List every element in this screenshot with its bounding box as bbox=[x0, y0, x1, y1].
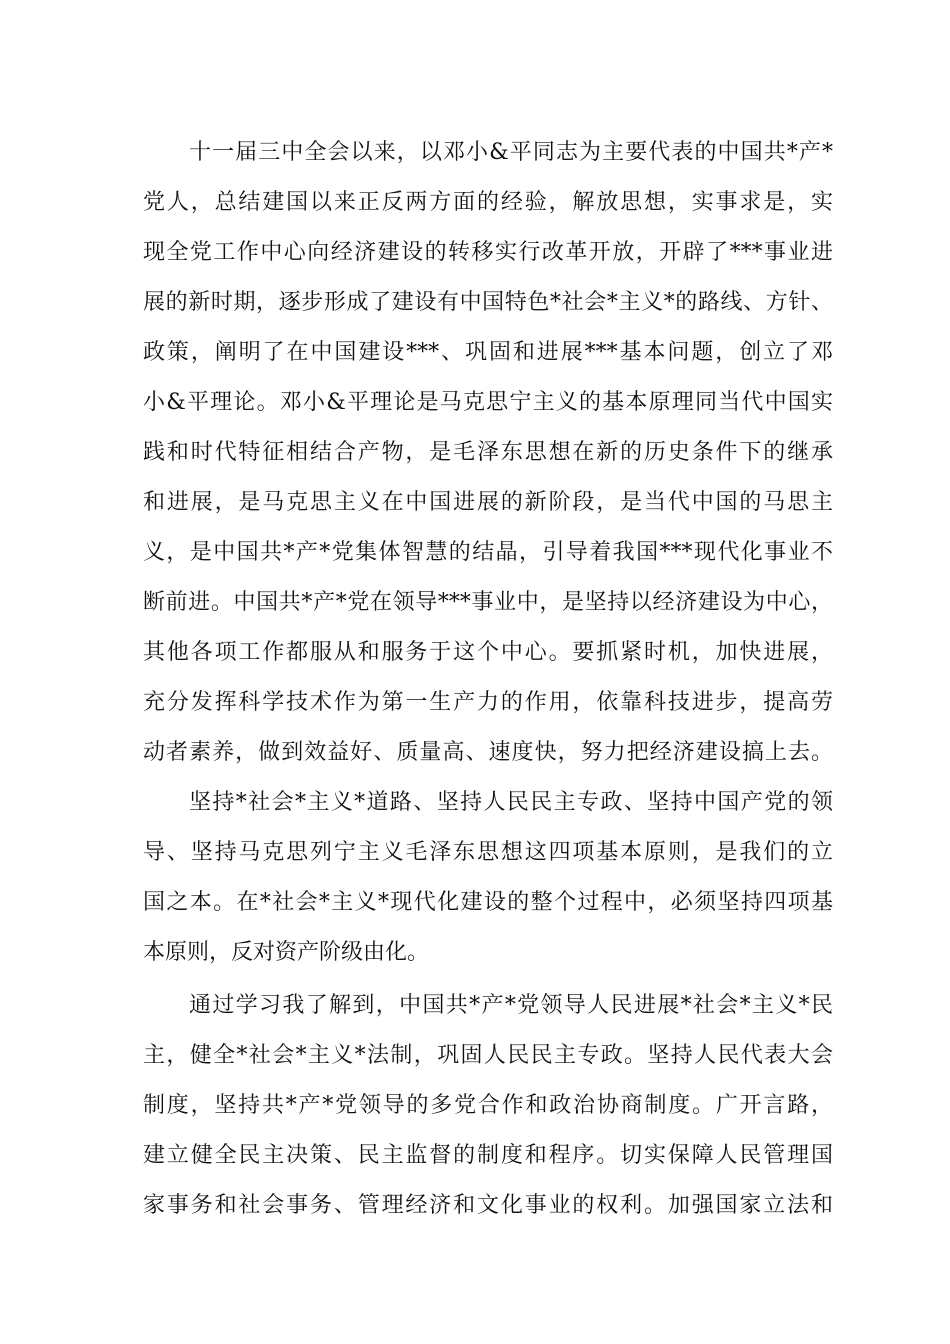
text-line: 党人，总结建国以来正反两方面的经验，解放思想，实事求是，实 bbox=[143, 190, 833, 215]
text-line: 主，健全*社会*主义*法制，巩固人民民主专政。坚持人民代表大会 bbox=[143, 1043, 833, 1068]
text-line: 国之本。在*社会*主义*现代化建设的整个过程中，必须坚持四项基 bbox=[143, 890, 833, 915]
text-line: 建立健全民主决策、民主监督的制度和程序。切实保障人民管理国 bbox=[143, 1143, 833, 1168]
text-line: 小&平理论。邓小&平理论是马克思宁主义的基本原理同当代中国实 bbox=[143, 390, 833, 415]
text-line: 制度，坚持共*产*党领导的多党合作和政治协商制度。广开言路， bbox=[143, 1093, 833, 1118]
text-line: 展的新时期，逐步形成了建设有中国特色*社会*主义*的路线、方针、 bbox=[143, 290, 833, 315]
text-line: 坚持*社会*主义*道路、坚持人民民主专政、坚持中国产党的领 bbox=[189, 790, 833, 815]
text-line: 和进展，是马克思主义在中国进展的新阶段，是当代中国的马思主 bbox=[143, 490, 833, 515]
text-line: 政策，阐明了在中国建设***、巩固和进展***基本问题，创立了邓 bbox=[143, 340, 833, 365]
text-line: 十一届三中全会以来，以邓小&平同志为主要代表的中国共*产* bbox=[189, 140, 833, 165]
text-line: 家事务和社会事务、管理经济和文化事业的权利。加强国家立法和 bbox=[143, 1193, 833, 1218]
text-line: 现全党工作中心向经济建设的转移实行改革开放，开辟了***事业进 bbox=[143, 240, 833, 265]
document-body bbox=[143, 128, 833, 1231]
text-line: 义，是中国共*产*党集体智慧的结晶，引导着我国***现代化事业不 bbox=[143, 540, 833, 565]
text-line: 断前进。中国共*产*党在领导***事业中，是坚持以经济建设为中心， bbox=[143, 590, 833, 615]
paragraph-1 bbox=[143, 128, 833, 778]
text-line: 通过学习我了解到，中国共*产*党领导人民进展*社会*主义*民 bbox=[189, 993, 833, 1018]
paragraph-2 bbox=[143, 778, 833, 978]
text-line: 本原则，反对资产阶级由化。 bbox=[143, 940, 430, 965]
text-line: 践和时代特征相结合产物，是毛泽东思想在新的历史条件下的继承 bbox=[143, 440, 833, 465]
text-line: 导、坚持马克思列宁主义毛泽东思想这四项基本原则，是我们的立 bbox=[143, 840, 833, 865]
paragraph-3 bbox=[143, 981, 833, 1231]
text-line: 充分发挥科学技术作为第一生产力的作用，依靠科技进步，提高劳 bbox=[143, 690, 833, 715]
text-line: 其他各项工作都服从和服务于这个中心。要抓紧时机，加快进展， bbox=[143, 640, 833, 665]
text-line: 动者素养，做到效益好、质量高、速度快，努力把经济建设搞上去。 bbox=[143, 740, 833, 765]
